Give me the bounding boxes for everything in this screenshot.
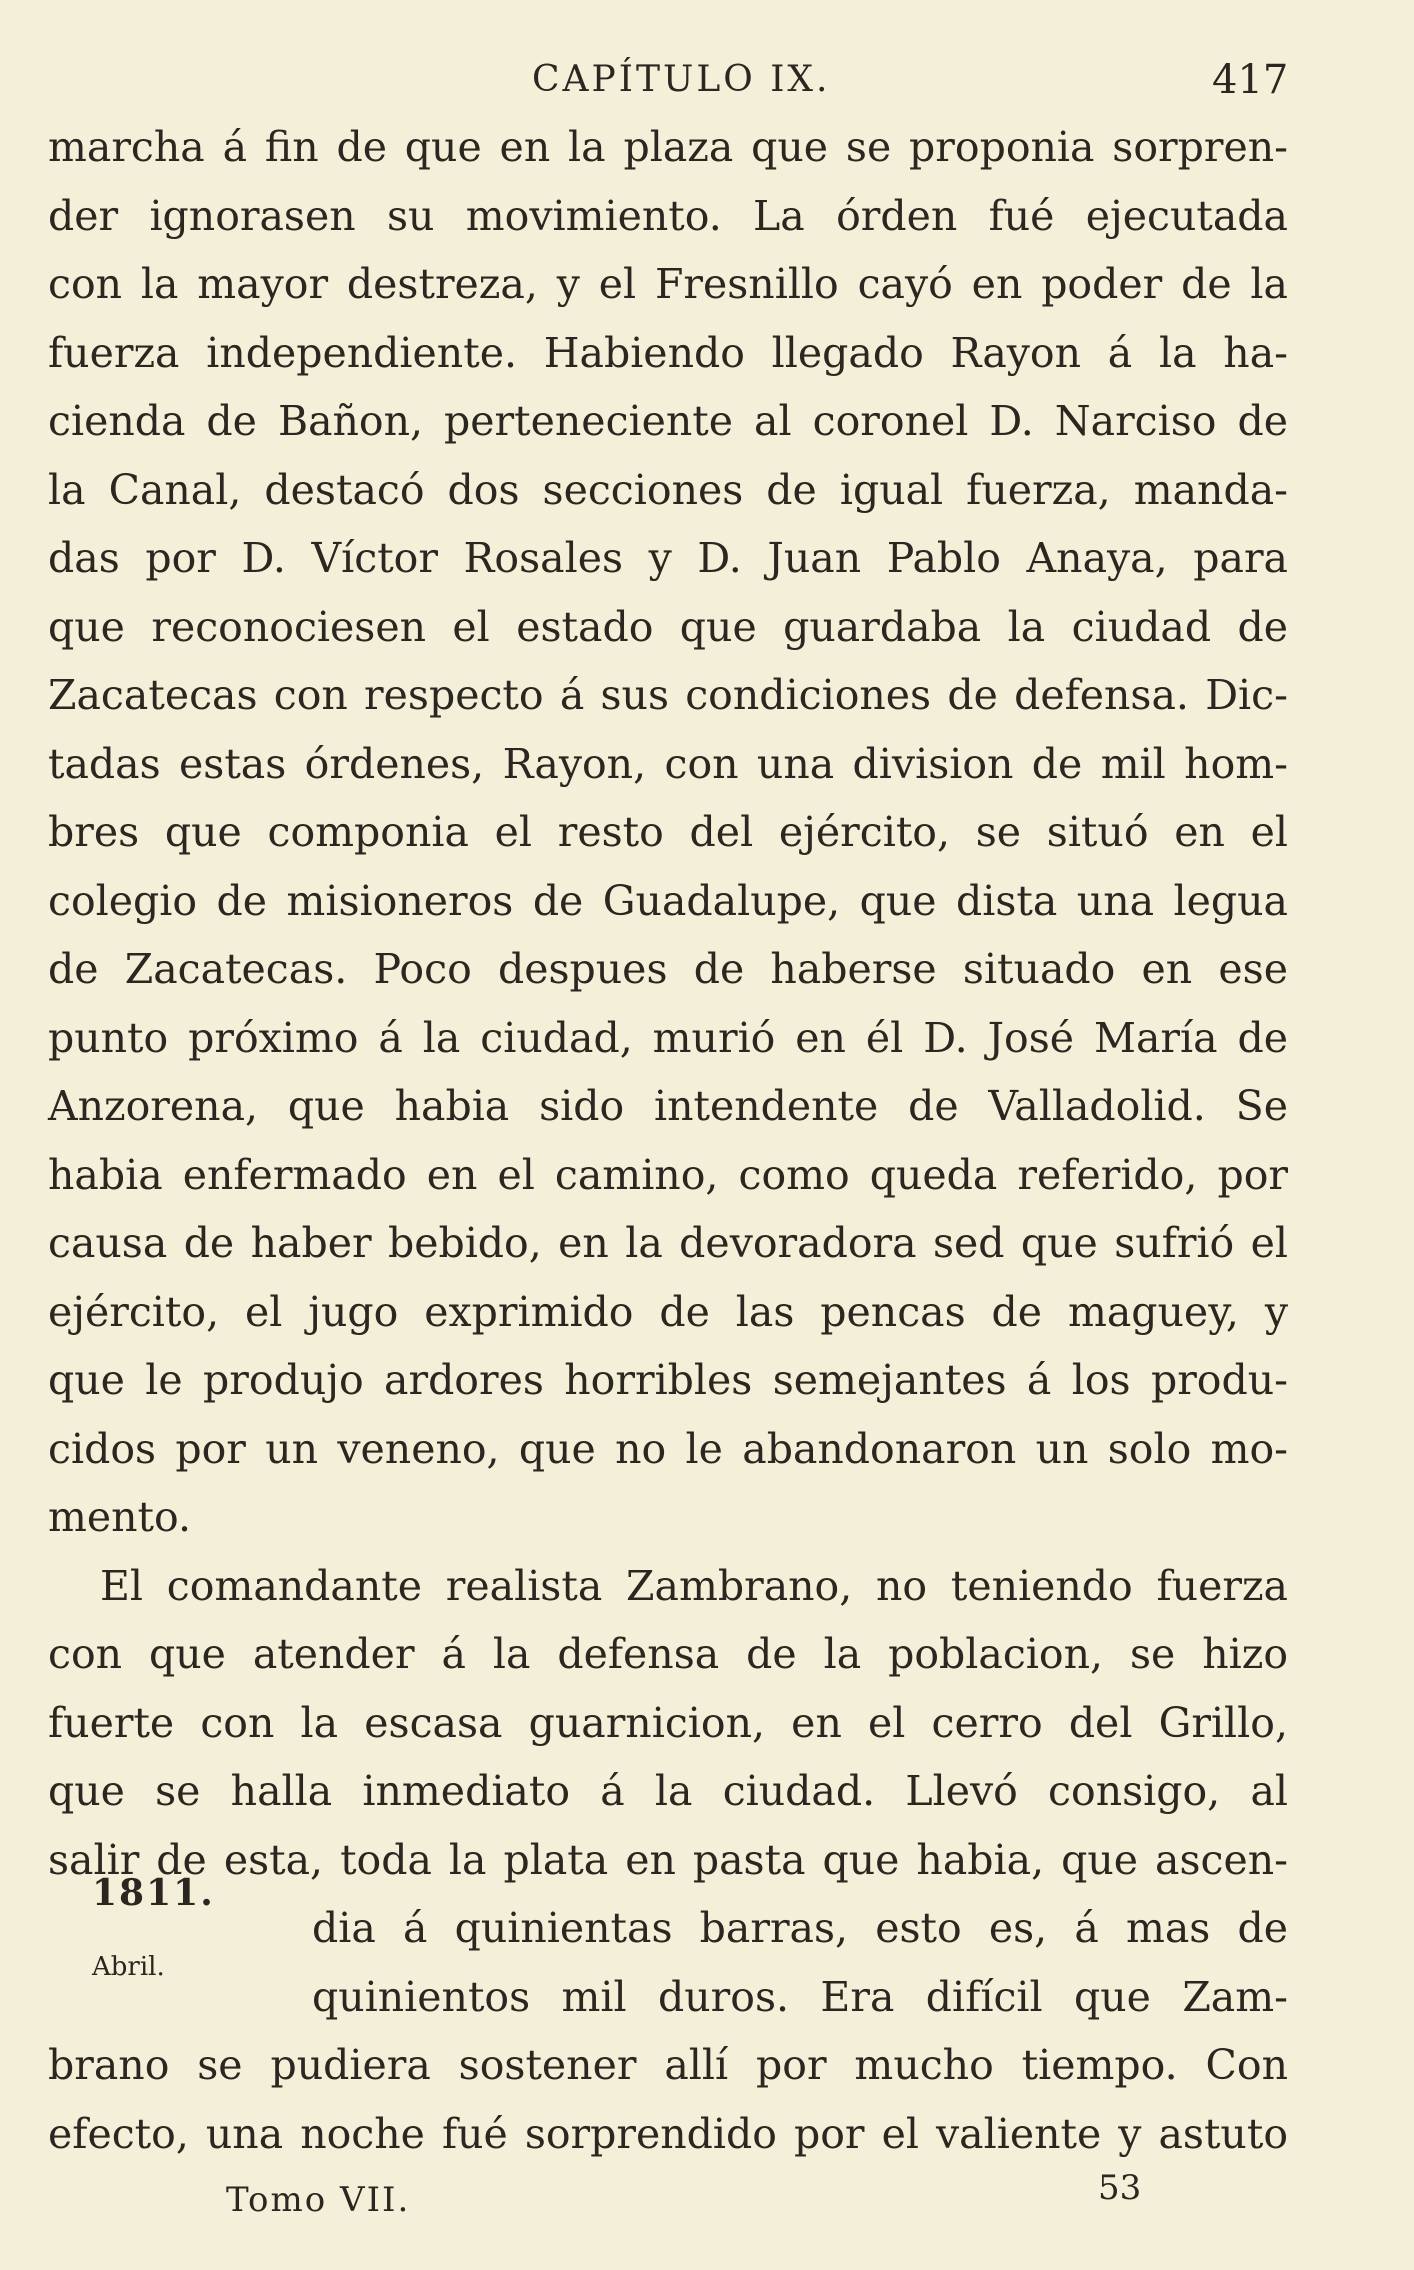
running-title: CAPÍTULO IX. [532, 59, 831, 100]
text-line: fuerte con la escasa guarnicion, en el cerro del Grillo, [48, 1698, 1288, 1747]
text-line: cienda de Bañon, perteneciente al coronel D. Narciso de [48, 397, 1288, 445]
text-line: que se halla inmediato á la ciudad. Llevó consigo, al [48, 1767, 1288, 1815]
text-line-beside-note: dia á quinientas barras, esto es, á mas de [312, 1904, 1288, 1952]
text-line: que reconociesen el estado que guardaba la ciudad de [48, 602, 1288, 651]
text-line: fuerza independiente. Habiendo llegado Rayon á la ha- [48, 328, 1288, 377]
text-line-beside-note: quinientos mil duros. Era difícil que Zam- [312, 1972, 1288, 2021]
text-line: con que atender á la defensa de la poblacion, se hizo [48, 1630, 1288, 1678]
text-line: colegio de misioneros de Guadalupe, que dista una legua [48, 876, 1288, 925]
signature-mark: 53 [1098, 2168, 1142, 2208]
text-line: de Zacatecas. Poco despues de haberse situado en ese [48, 945, 1288, 993]
text-line: der ignorasen su movimiento. La órden fué ejecutada [48, 191, 1288, 240]
text-line: Zacatecas con respecto á sus condiciones de defensa. Dic- [48, 671, 1288, 719]
page-header [0, 40, 1414, 120]
margin-note-month: Abril. [92, 1952, 165, 1982]
text-line: que le produjo ardores horribles semejantes á los produ- [48, 1356, 1288, 1404]
text-line: cidos por un veneno, que no le abandonaron un solo mo- [48, 1424, 1288, 1473]
page-footer [0, 2170, 1414, 2230]
page-number: 417 [1212, 57, 1289, 103]
text-line: ejército, el jugo exprimido de las pencas de maguey, y [48, 1287, 1288, 1336]
text-line: salir de esta, toda la plata en pasta que habia, que ascen- [48, 1835, 1288, 1884]
text-line: Anzorena, que habia sido intendente de Valladolid. Se [48, 1082, 1288, 1130]
text-line: efecto, una noche fué sorprendido por el valiente y astuto [48, 2109, 1288, 2158]
text-line: tadas estas órdenes, Rayon, con una division de mil hom- [48, 739, 1288, 788]
body-text [48, 113, 1288, 2168]
text-line: la Canal, destacó dos secciones de igual fuerza, manda- [48, 465, 1288, 514]
text-line: habia enfermado en el camino, como queda referido, por [48, 1150, 1288, 1199]
paragraph-start-line: El comandante realista Zambrano, no teniendo fuerza [100, 1561, 1288, 1610]
text-line: brano se pudiera sostener allí por mucho tiempo. Con [48, 2041, 1288, 2089]
margin-note-year: 1811. [92, 1872, 215, 1914]
text-line: bres que componia el resto del ejército, se situó en el [48, 808, 1288, 856]
text-line: das por D. Víctor Rosales y D. Juan Pablo Anaya, para [48, 534, 1288, 582]
text-line: con la mayor destreza, y el Fresnillo cayó en poder de la [48, 260, 1288, 308]
text-line: causa de haber bebido, en la devoradora sed que sufrió el [48, 1219, 1288, 1267]
text-line: mento. [48, 1493, 192, 1541]
volume-label: Tomo VII. [226, 2180, 411, 2220]
text-line: marcha á fin de que en la plaza que se proponia sorpren- [48, 123, 1288, 171]
text-line: punto próximo á la ciudad, murió en él D. José María de [48, 1013, 1288, 1062]
